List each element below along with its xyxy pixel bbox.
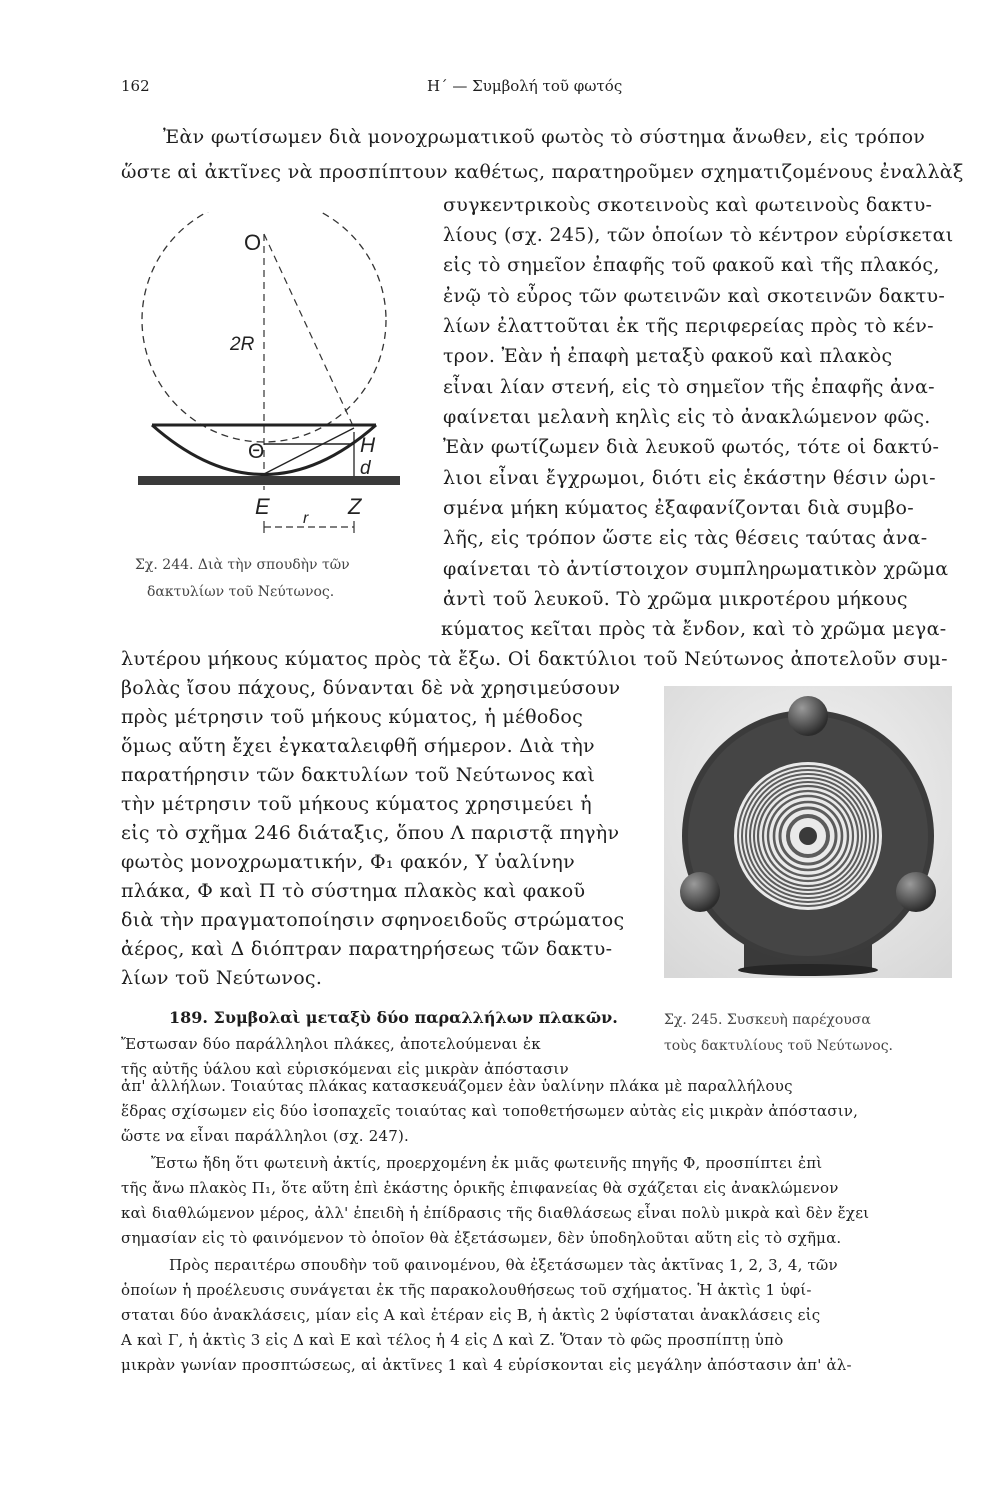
label-d: d — [360, 458, 371, 479]
section-left-line: τῆς αὐτῆς ὑάλου καὶ εὑρισκόμεναι εἰς μικρὰν ἀπόστασιν — [121, 1060, 569, 1078]
body-line: Πρὸς περαιτέρω σπουδὴν τοῦ φαινομένου, θὰ ἐξετάσωμεν τὰς ἀκτῖνας 1, 2, 3, 4, τῶν — [169, 1256, 838, 1274]
label-2r: 2R — [230, 334, 255, 355]
left-line: παρατήρησιν τῶν δακτυλίων τοῦ Νεύτωνος καὶ — [121, 764, 596, 786]
left-line: ἀέρος, καὶ Δ διόπτραν παρατηρήσεως τῶν δακτυ- — [121, 938, 613, 960]
body-line: Α καὶ Γ, ἡ ἀκτὶς 3 εἰς Δ καὶ Ε καὶ τέλος ἡ 4 εἰς Δ καὶ Ζ. Ὅταν τὸ φῶς προσπίπτῃ ὑπὸ — [121, 1331, 784, 1349]
body-line: Ἔστω ἤδη ὅτι φωτεινὴ ἀκτίς, προερχομένη ἐκ μιᾶς φωτεινῆς πηγῆς Φ, προσπίπτει ἐπὶ — [151, 1154, 823, 1172]
body-line: ἀπ' ἀλλήλων. Τοιαύτας πλάκας κατασκευάζομεν ἐὰν ὑαλίνην πλάκα μὲ παραλλήλους — [121, 1077, 793, 1095]
right-line: εἶναι λίαν στενή, εἰς τὸ σημεῖον τῆς ἐπαφῆς ἀνα- — [443, 376, 935, 398]
left-line: διὰ τὴν πραγματοποίησιν σφηνοειδοῦς στρώματος — [121, 909, 625, 931]
figure-244-caption-2: δακτυλίων τοῦ Νεύτωνος. — [147, 584, 335, 600]
intro-line-1: Ἐὰν φωτίσωμεν διὰ μονοχρωματικοῦ φωτὸς τὸ σύστημα ἄνωθεν, εἰς τρόπον — [163, 126, 926, 148]
left-line: βολὰς ἴσου πάχους, δύνανται δὲ νὰ χρησιμεύσουν — [121, 677, 621, 699]
right-line: ἀντὶ τοῦ λευκοῦ. Τὸ χρῶμα μικροτέρου μήκους — [443, 588, 908, 610]
body-line: σημασίαν εἰς τὸ φαινόμενον τὸ ὁποῖον θὰ ἐξετάσωμεν, δὲν ὑποδηλοῦται αὕτη εἰς τὸ σχῆμα. — [121, 1229, 842, 1247]
label-r: r — [303, 510, 309, 527]
right-line: λιοι εἶναι ἔγχρωμοι, διότι εἰς ἑκάστην θέσιν ὡρι- — [443, 467, 936, 489]
left-line: φωτὸς μονοχρωματικήν, Φ₁ φακόν, Υ ὑαλίνην — [121, 851, 575, 873]
left-line: πλάκα, Φ καὶ Π τὸ σύστημα πλακὸς καὶ φακοῦ — [121, 880, 586, 902]
body-line: μικρὰν γωνίαν προσπτώσεως, αἱ ἀκτῖνες 1 καὶ 4 εὑρίσκονται εἰς μεγάλην ἀπόστασιν ἀπ' ἀλ- — [121, 1356, 852, 1374]
full-width-line: λυτέρου μήκους κύματος πρὸς τὰ ἔξω. Οἱ δακτύλιοι τοῦ Νεύτωνος ἀποτελοῦν συμ- — [121, 648, 948, 670]
label-o: O — [244, 230, 262, 255]
body-line: ὁποίων ἡ προέλευσις συνάγεται ἐκ τῆς παρακολουθήσεως τοῦ σχήματος. Ἡ ἀκτὶς 1 ὑφί- — [121, 1281, 812, 1299]
left-line: εἰς τὸ σχῆμα 246 διάταξις, ὅπου Λ παριστᾷ πηγὴν — [121, 822, 620, 844]
label-e: E — [255, 494, 270, 519]
adjust-knob-right — [896, 872, 936, 912]
body-line: ἕδρας σχίσωμεν εἰς δύο ἰσοπαχεῖς τοιαύτας καὶ τοποθετήσωμεν αὐτὰς εἰς μικρὰν ἀπόστασιν, — [121, 1102, 859, 1120]
section-left-line: Ἔστωσαν δύο παράλληλοι πλάκες, ἀποτελούμεναι ἐκ — [121, 1035, 541, 1053]
right-line: λίους (σχ. 245), τῶν ὁποίων τὸ κέντρον εὑρίσκεται — [443, 224, 954, 246]
right-line: λῆς, εἰς τρόπον ὥστε εἰς τὰς θέσεις ταύτας ἀνα- — [443, 527, 928, 549]
right-line: φαίνεται μελανὴ κηλὶς εἰς τὸ ἀνακλώμενον φῶς. — [443, 406, 931, 428]
left-line: λίων τοῦ Νεύτωνος. — [121, 967, 323, 989]
body-line: σταται δύο ἀνακλάσεις, μίαν εἰς Α καὶ ἑτέραν εἰς Β, ἡ ἀκτὶς 2 ὑφίσταται ἀνακλάσεις εἰς — [121, 1306, 821, 1324]
running-title: Η΄ — Συμβολή τοῦ φωτός — [427, 77, 623, 95]
figure-244-caption-1: Σχ. 244. Διὰ τὴν σπουδὴν τῶν — [135, 557, 350, 573]
right-line: ἐνῷ τὸ εὖρος τῶν φωτεινῶν καὶ σκοτεινῶν δακτυ- — [443, 285, 946, 307]
right-column-text — [443, 194, 953, 654]
section-189-body — [121, 1077, 951, 1397]
section-189-intro — [121, 1008, 651, 1078]
left-line: ὅμως αὕτη ἔχει ἐγκαταλειφθῆ σήμερον. Διὰ τὴν — [121, 735, 595, 757]
figure-245-photo — [664, 686, 952, 978]
apparatus-base-shadow — [738, 964, 878, 976]
right-line: Ἐὰν φωτίζωμεν διὰ λευκοῦ φωτός, τότε οἱ δακτύ- — [443, 436, 940, 458]
label-z: Z — [348, 494, 362, 519]
body-line: ὥστε να εἶναι παράλληλοι (σχ. 247). — [121, 1127, 409, 1145]
label-h: H — [360, 434, 376, 457]
figure-245-caption-2: τοὺς δακτυλίους τοῦ Νεύτωνος. — [664, 1038, 893, 1054]
right-line: τρον. Ἐὰν ἡ ἐπαφὴ μεταξὺ φακοῦ καὶ πλακὸς — [443, 345, 893, 367]
adjust-knob-left — [680, 872, 720, 912]
radius-chord — [264, 234, 354, 428]
body-line: τῆς ἄνω πλακὸς Π₁, ὅτε αὕτη ἐπὶ ἑκάστης ὁρικῆς ἐπιφανείας θὰ σχάζεται εἰς ἀνακλώμενον — [121, 1179, 839, 1197]
right-line: φαίνεται τὸ ἀντίστοιχον συμπληρωματικὸν χρῶμα — [443, 558, 949, 580]
left-line: τὴν μέτρησιν τοῦ μήκους κύματος χρησιμεύει ἡ — [121, 793, 592, 815]
figure-245-caption-1: Σχ. 245. Συσκευὴ παρέχουσα — [664, 1012, 871, 1028]
right-line: συγκεντρικοὺς σκοτεινοὺς καὶ φωτεινοὺς δακτυ- — [443, 194, 933, 216]
body-line: καὶ διαθλώμενον μέρος, ἀλλ' ἐπειδὴ ἡ ἐπίδρασις τῆς διαθλάσεως εἶναι πολὺ μικρὰ καὶ δὲν ἔχει — [121, 1204, 870, 1222]
label-theta: Θ — [248, 440, 265, 463]
left-line: πρὸς μέτρησιν τοῦ μήκους κύματος, ἡ μέθοδος — [121, 706, 584, 728]
page-number: 162 — [121, 77, 150, 95]
figure-244-diagram — [120, 212, 420, 542]
left-column-text — [121, 677, 641, 997]
section-heading: 189. Συμβολαὶ μεταξὺ δύο παραλλήλων πλακῶν. — [169, 1008, 618, 1027]
right-line: κύματος κεῖται πρὸς τὰ ἔνδον, καὶ τὸ χρῶμα μεγα- — [441, 618, 947, 640]
right-line: σμένα μήκη κύματος ἐξαφανίζονται διὰ συμβο- — [443, 497, 914, 519]
right-line: εἰς τὸ σημεῖον ἐπαφῆς τοῦ φακοῦ καὶ τῆς πλακός, — [443, 254, 940, 276]
right-line: λίων ἐλαττοῦται ἐκ τῆς περιφερείας πρὸς τὸ κέν- — [443, 315, 934, 337]
central-dark-spot — [799, 827, 817, 845]
intro-line-2: ὥστε αἱ ἀκτῖνες νὰ προσπίπτουν καθέτως, παρατηροῦμεν σχηματιζομένους ἐναλλὰξ — [121, 161, 964, 183]
adjust-knob-top — [788, 696, 828, 736]
